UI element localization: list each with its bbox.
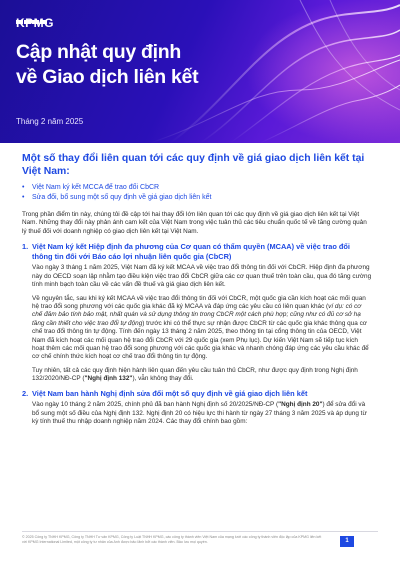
text: Tuy nhiên, tất cả các quy định hiện hành liên quan đến yêu cầu tuân thủ CbCR, như được quy định trong Nghị định 132/2020/NĐ-CP ( — [32, 366, 358, 383]
page-title — [16, 40, 316, 90]
title-line-2: về Giao dịch liên kết — [16, 66, 199, 88]
kpmg-logo: KPMG — [16, 16, 54, 30]
list-item: • Việt Nam ký kết MCCA để trao đổi CbCR — [22, 183, 372, 193]
header-banner — [0, 0, 400, 143]
intro-paragraph: Trong phần điểm tin này, chúng tôi đề cập tới hai thay đổi lớn liên quan tới các quy định về giá giao dịch liên kết tại Việt Nam. Những thay đổi này phản ánh cam kết của Việt Nam trong việc tuân thủ các tiêu chuẩn quốc tế về tăng cường quản lý thuế đối với doanh nghiệp có giao dịch liên kết tại Việt Nam. — [22, 211, 367, 235]
main-content — [22, 152, 372, 432]
section-2-heading — [22, 389, 372, 399]
intro-bullet-list — [22, 183, 372, 203]
paragraph — [32, 401, 372, 426]
italic-text: ví dụ: có cơ chế đảm bảo tính bảo mật, nhất quán và sử dụng thông tin trong CbCR một cách phù hợp; cũng như có đủ cơ sở hạ tầng cần thiết cho việc trao đổi tự động — [32, 303, 362, 327]
bold-text: "Nghị định 132" — [84, 375, 133, 383]
list-item: • Sửa đổi, bổ sung một số quy định về giá giao dịch liên kết — [22, 193, 372, 203]
publication-date: Tháng 2 năm 2025 — [16, 117, 84, 126]
section-1-heading — [22, 242, 372, 261]
section-title: Việt Nam ban hành Nghị định sửa đổi một số quy định về giá giao dịch liên kết — [32, 388, 308, 398]
section-1-body — [22, 264, 372, 383]
text: ), vẫn không thay đổi. — [132, 375, 194, 383]
title-line-1: Cập nhật quy định — [16, 41, 181, 63]
text: ) để sửa đổi và bổ sung một số điều của Nghị định 132. Nghị định 20 có hiệu lực thi hành từ ngày 27 tháng 3 năm 2025 và áp dụng từ kỳ tính thuế thu nhập doanh nghiệp năm 2024. Các thay đổi chính bao gồm: — [32, 401, 367, 426]
footer-copyright: © 2025 Công ty TNHH KPMG, Công ty TNHH Tư vấn KPMG, Công ty Luật TNHH KPMG, các công ty thành viên Việt Nam của mạng lưới các công ty thành viên độc lập của KPMG liên kết với KPMG International Limited, một công ty tư nhân của Anh được bảo lãnh bởi các thành viên. Bảo lưu mọi quyền. — [22, 535, 322, 544]
text: Vào ngày 10 tháng 2 năm 2025, chính phủ đã ban hành Nghị định số 20/2025/NĐ-CP ( — [32, 401, 279, 409]
section-title: Việt Nam ký kết Hiệp định đa phương của Cơ quan có thẩm quyền (MCAA) về việc trao đổi thông tin đối với Báo cáo lợi nhuận liên quốc gia (CbCR) — [32, 242, 350, 261]
text: Về nguyên tắc, sau khi ký kết MCAA về việc trao đổi thông tin đối với CbCR, một quốc gia cần kích hoạt các mối quan hệ trao đổi song phương với các quốc gia khác đã ký MCAA và đáp ứng các yêu cầu có liên quan khác ( — [32, 294, 366, 311]
paragraph — [32, 367, 372, 384]
section-number: 1. — [22, 242, 29, 252]
intro-heading: Một số thay đổi liên quan tới các quy định về giá giao dịch liên kết tại Việt Nam: — [22, 153, 365, 177]
section-2-body — [22, 401, 372, 426]
footer-divider — [22, 531, 378, 532]
text: ) trước khi có thể thực sự nhận được CbCR từ các quốc gia khác thông qua cơ chế trao đổi thông tin tự động. Tính đến ngày 13 tháng 2 năm 2025, theo thông tin tại cổng thông tin của OECD, Việt Nam đã kích hoạt các mối quan hệ trao đổi CbCR với 29 quốc gia (xem Phụ lục). Dự kiến Việt Nam sẽ tiếp tục kích hoạt thêm các mối quan hệ trao đổi song phương với các quốc gia khác và nhanh chóng đáp ứng các yêu cầu khác để cơ chế chính thức kích hoạt cơ chế trao đổi thông tin tự động. — [32, 319, 369, 361]
page-number: 1 — [340, 536, 354, 547]
paragraph — [32, 295, 372, 362]
section-number: 2. — [22, 388, 29, 398]
paragraph: Vào ngày 3 tháng 1 năm 2025, Việt Nam đã ký kết MCAA về việc trao đổi thông tin đối với CbCR. Hiệp định đa phương này do OECD soạn lập nhằm tạo điều kiện việc trao đổi CbCR giữa các cơ quan thuế trên toàn cầu, qua đó tăng cường tính minh bạch toàn cầu về các vấn đề thuế và giá giao dịch liên kết. — [32, 264, 372, 289]
bold-text: "Nghị định 20" — [278, 401, 323, 409]
